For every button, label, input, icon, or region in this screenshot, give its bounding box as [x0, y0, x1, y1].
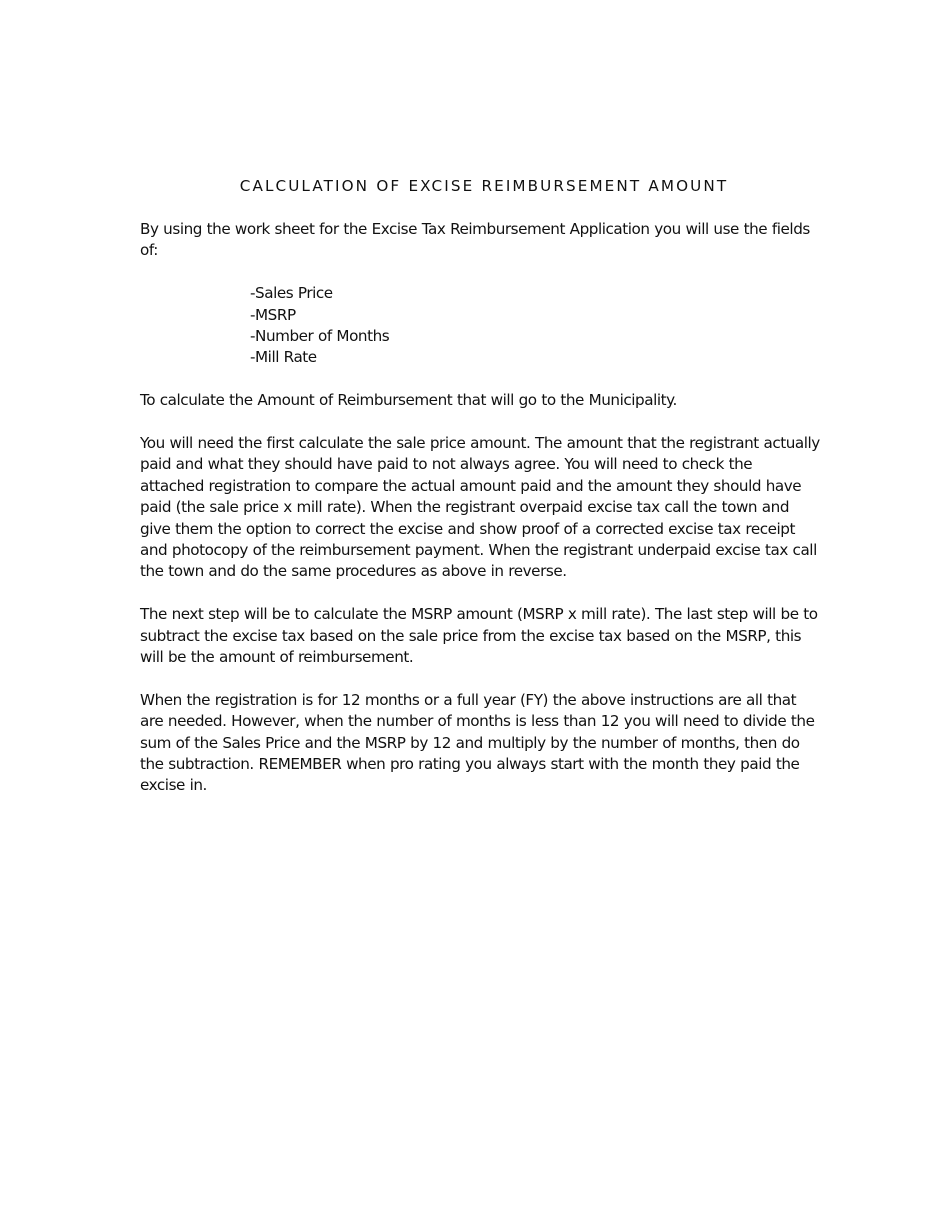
list-item: -Number of Months: [250, 327, 390, 346]
intro-paragraph: By using the work sheet for the Excise Tax Reimbursement Application you will use the fields of:: [140, 220, 810, 260]
months-paragraph: When the registration is for 12 months or a full year (FY) the above instructions are all that are needed. However, when the number of months is less than 12 you will need to divide the sum of the Sales Price and the MSRP by 12 and multiply by the number of months, then do the subtraction. REMEMBER when pro rating you always start with the month they paid the excise in.: [140, 690, 815, 795]
list-item: -Sales Price: [250, 284, 333, 303]
purpose-paragraph: To calculate the Amount of Reimbursement that will go to the Municipality.: [140, 391, 677, 410]
document-title: CALCULATION OF EXCISE REIMBURSEMENT AMOUNT: [239, 177, 729, 195]
fields-list: [140, 283, 820, 369]
sale-price-paragraph: You will need the first calculate the sale price amount. The amount that the registrant actually paid and what they should have paid to not always agree. You will need to check the attached registration to compare the actual amount paid and the amount they should have paid (the sale price x mill rate). When the registrant overpaid excise tax call the town and give them the option to correct the excise and show proof of a corrected excise tax receipt and photocopy of the reimbursement payment. When the registrant underpaid excise tax call the town and do the same procedures as above in reverse.: [140, 434, 820, 581]
document-body: [140, 176, 820, 818]
msrp-paragraph: The next step will be to calculate the MSRP amount (MSRP x mill rate). The last step will be to subtract the excise tax based on the sale price from the excise tax based on the MSRP, this will be the amount of reimbursement.: [140, 605, 818, 667]
list-item: -MSRP: [250, 305, 296, 324]
list-item: -Mill Rate: [250, 348, 317, 367]
